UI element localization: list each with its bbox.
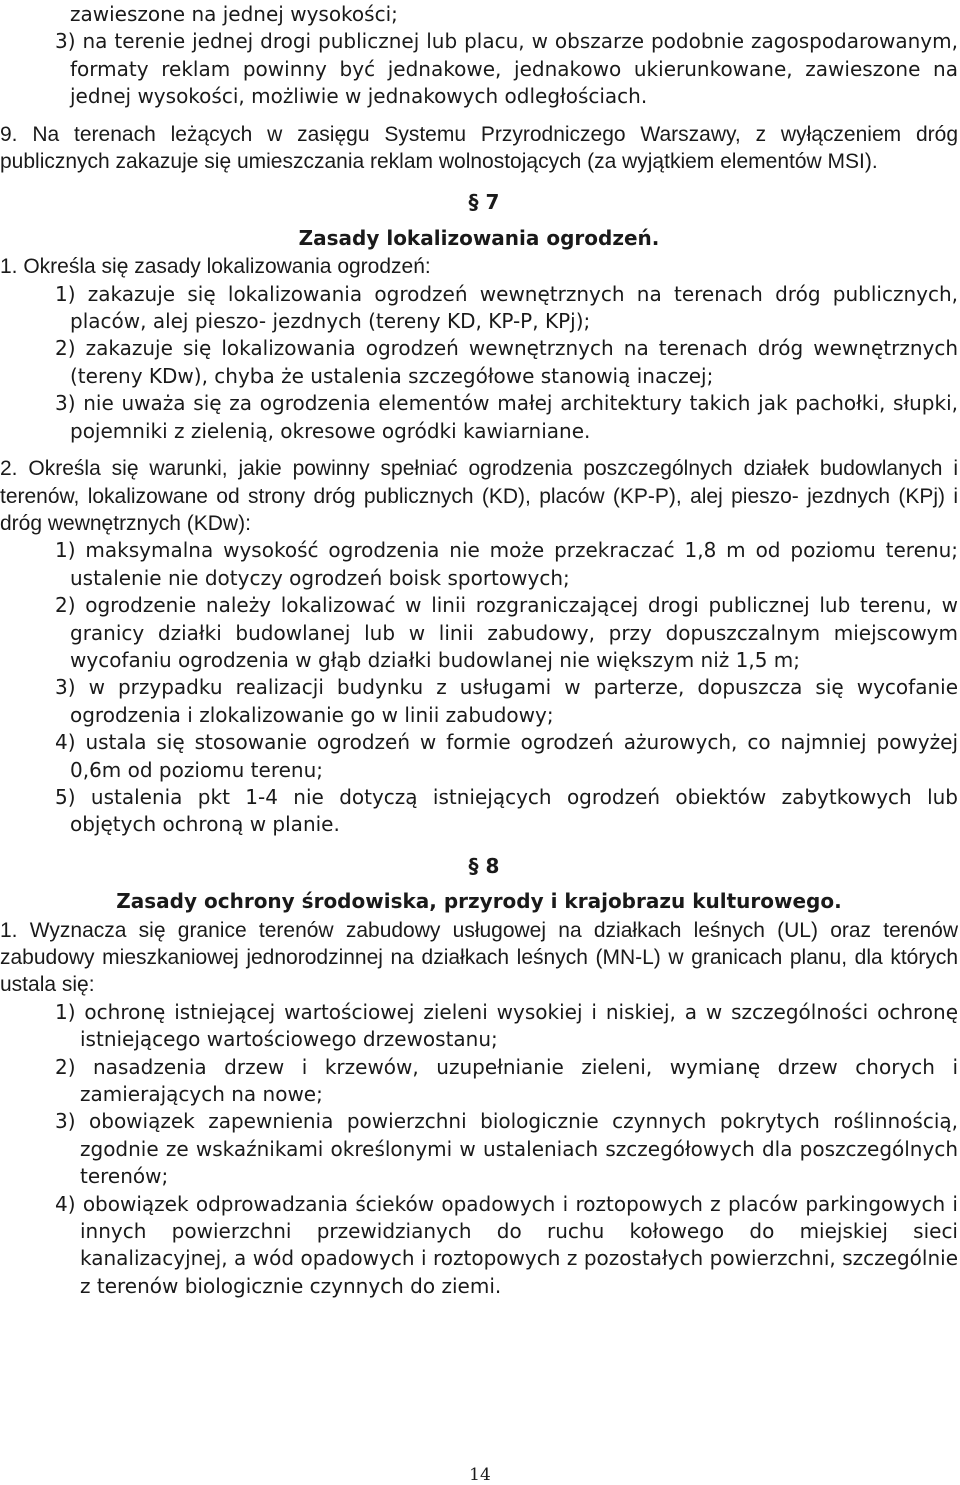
section-7-paragraph-2: 2. Określa się warunki, jakie powinny spełniać ogrodzenia poszczególnych działek budowlanych i terenów, lokalizowane od strony dróg publicznych (KD), placów (KP-P), alej pieszo- jezdnych (KPj) i dróg wewnętrznych (KDw): — [0, 457, 958, 535]
list-item: 2) nasadzenia drzew i krzewów, uzupełnianie zieleni, wymianę drzew chorych i zamierających na nowe; — [55, 1054, 958, 1107]
list-item: 3) nie uważa się za ogrodzenia elementów małej architektury takich jak pachołki, słupki, pojemniki z zielenią, okresowe ogródki kawiarniane. — [55, 391, 958, 443]
list-item: 4) obowiązek odprowadzania ścieków opadowych i roztopowych z placów parkingowych i innych powierzchni przewidzianych do ruchu kołowego do miejskiej sieci kanalizacyjnej, a wód opadowych i roztopowych z pozostałych powierzchni, szczególnie z terenów biologicznie czynnych do ziemi. — [55, 1191, 958, 1298]
section-8-title: Zasady ochrony środowiska, przyrody i krajobrazu kulturowego. — [116, 889, 842, 914]
list-item: 1) maksymalna wysokość ogrodzenia nie może przekraczać 1,8 m od poziomu terenu; ustalenie nie dotyczy ogrodzeń boisk sportowych; — [55, 538, 958, 590]
list-item: 3) na terenie jednej drogi publicznej lub placu, w obszarze podobnie zagospodarowanym, formaty reklam powinny być jednakowe, jednakowo ukierunkowane, zawieszone na jednej wysokości, możliwie w jednakowych odległościach. — [55, 29, 958, 109]
list-item: 3) obowiązek zapewnienia powierzchni biologicznie czynnych pokrytych roślinnością, zgodnie ze wskaźnikami określonymi w ustaleniach szczegółowych dla poszczególnych terenów; — [55, 1109, 958, 1189]
paragraph-continuation: zawieszone na jednej wysokości; — [70, 2, 398, 26]
list-item: 5) ustalenia pkt 1-4 nie dotyczą istniejących ogrodzeń obiektów zabytkowych lub objętych ochroną w planie. — [55, 784, 958, 837]
list-item: 4) ustala się stosowanie ogrodzeń w formie ogrodzeń ażurowych, co najmniej powyżej 0,6m od poziomu terenu; — [55, 730, 958, 782]
page-number: 14 — [469, 1465, 491, 1485]
section-7-paragraph-1: 1. Określa się zasady lokalizowania ogrodzeń: — [0, 255, 431, 279]
list-item: 2) ogrodzenie należy lokalizować w linii rozgraniczającej drogi publicznej lub terenu, w granicy działki budowlanej lub w linii zabudowy, przy dopuszczalnym miejscowym wycofaniu ogrodzenia w głąb działki budowlanej nie większym niż 1,5 m; — [55, 593, 958, 672]
section-8-paragraph-1: 1. Wyznacza się granice terenów zabudowy usługowej na działkach leśnych (UL) oraz terenów zabudowy mieszkaniowej jednorodzinnej na działkach leśnych (MN-L) w granicach planu, dla których ustala się: — [0, 918, 958, 997]
document-body — [0, 1, 958, 1300]
list-item: 1) zakazuje się lokalizowania ogrodzeń wewnętrznych na terenach dróg publicznych, placów, alej pieszo- jezdnych (tereny KD, KP-P, KPj); — [55, 281, 958, 334]
paragraph-item-9: 9. Na terenach leżących w zasięgu Systemu Przyrodniczego Warszawy, z wyłączeniem dróg publicznych zakazuje się umieszczania reklam wolnostojących (za wyjątkiem elementów MSI). — [0, 122, 958, 174]
list-item: 1) ochronę istniejącej wartościowej zieleni wysokiej i niskiej, a w szczególności ochronę istniejącego wartościowego drzewostanu; — [55, 999, 958, 1052]
section-7-title: Zasady lokalizowania ogrodzeń. — [298, 225, 660, 250]
list-item: 2) zakazuje się lokalizowania ogrodzeń wewnętrznych na terenach dróg wewnętrznych (tereny KDw), chyba że ustalenia szczegółowe stanowią inaczej; — [55, 336, 958, 388]
list-item: 3) w przypadku realizacji budynku z usługami w parterze, dopuszcza się wycofanie ogrodzenia i zlokalizowanie go w linii zabudowy; — [55, 675, 958, 727]
section-7-mark: § 7 — [468, 190, 500, 215]
section-8-mark: § 8 — [468, 853, 500, 878]
